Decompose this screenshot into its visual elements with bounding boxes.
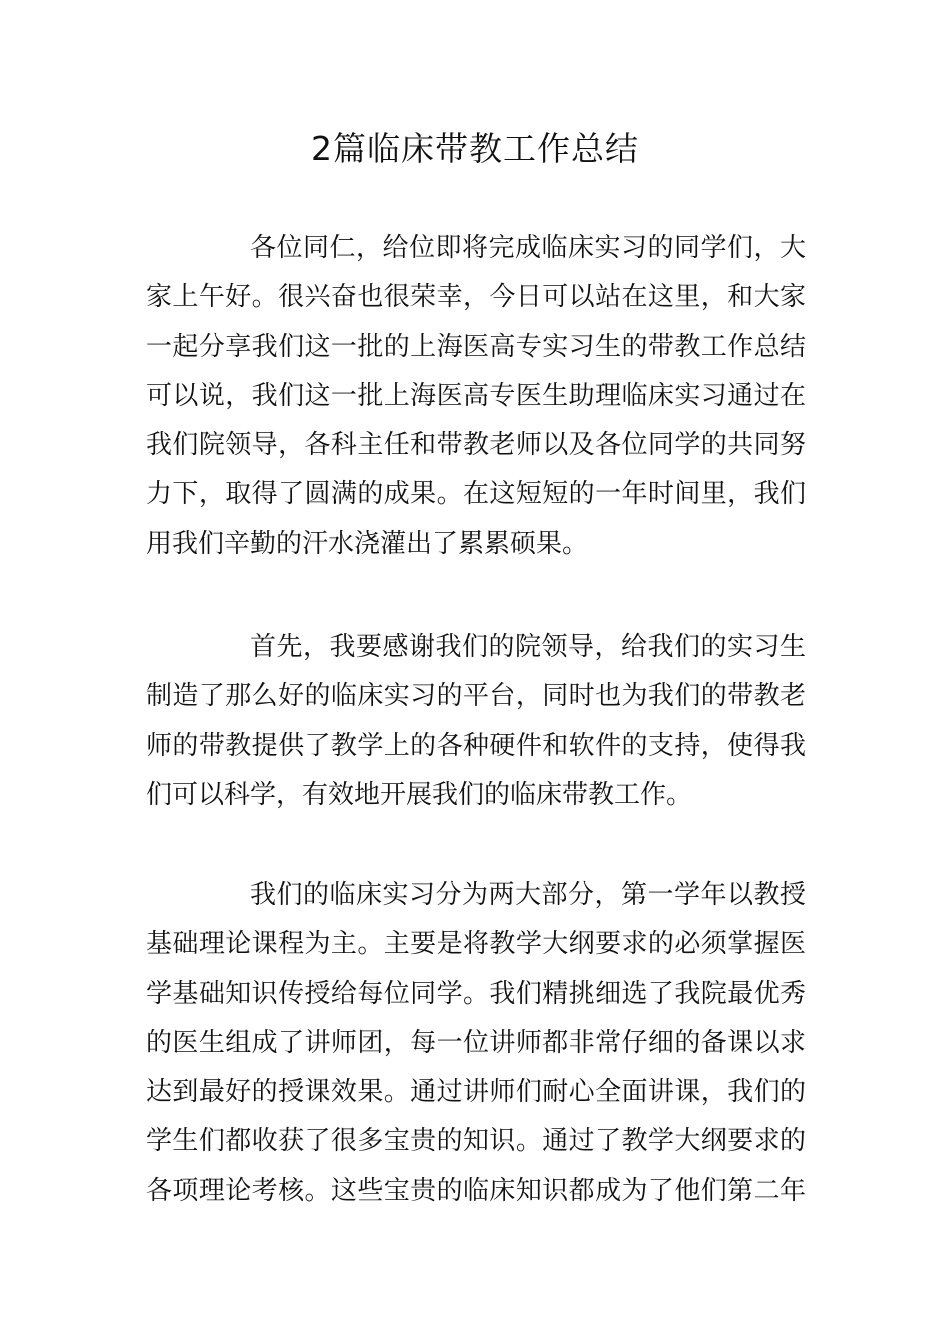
paragraph-greeting xyxy=(146,224,806,569)
text-line: 基础理论课程为主。主要是将教学大纲要求的必须掌握医 xyxy=(146,929,806,960)
text-line: 师的带教提供了教学上的各种硬件和软件的支持，使得我 xyxy=(146,730,806,761)
paragraph-internship xyxy=(146,871,806,1216)
text-line: 达到最好的授课效果。通过讲师们耐心全面讲课，我们的 xyxy=(146,1077,806,1108)
paragraph-thanks xyxy=(146,623,806,820)
text-line: 的医生组成了讲师团，每一位讲师都非常仔细的备课以求 xyxy=(146,1027,806,1058)
text-line: 学基础知识传授给每位同学。我们精挑细选了我院最优秀 xyxy=(146,978,806,1009)
text-line: 们可以科学，有效地开展我们的临床带教工作。 xyxy=(146,779,693,810)
text-line: 用我们辛勤的汗水浇灌出了累累硕果。 xyxy=(146,528,589,559)
text-line: 各项理论考核。这些宝贵的临床知识都成为了他们第二年 xyxy=(146,1175,806,1206)
document-title: 2篇临床带教工作总结 xyxy=(311,129,639,168)
text-line: 我们的临床实习分为两大部分，第一学年以教授 xyxy=(250,880,806,910)
text-line: 力下，取得了圆满的成果。在这短短的一年时间里，我们 xyxy=(146,479,806,510)
text-line: 家上午好。很兴奋也很荣幸，今日可以站在这里，和大家 xyxy=(146,282,806,313)
text-line: 我们院领导，各科主任和带教老师以及各位同学的共同努 xyxy=(146,430,806,461)
text-line: 可以说，我们这一批上海医高专医生助理临床实习通过在 xyxy=(146,380,806,411)
text-line: 制造了那么好的临床实习的平台，同时也为我们的带教老 xyxy=(146,681,806,712)
text-line: 首先，我要感谢我们的院领导，给我们的实习生 xyxy=(250,632,806,662)
text-line: 学生们都收获了很多宝贵的知识。通过了教学大纲要求的 xyxy=(146,1126,806,1157)
text-line: 一起分享我们这一批的上海医高专实习生的带教工作总结 xyxy=(146,331,806,362)
text-line: 各位同仁，给位即将完成临床实习的同学们，大 xyxy=(250,233,806,263)
